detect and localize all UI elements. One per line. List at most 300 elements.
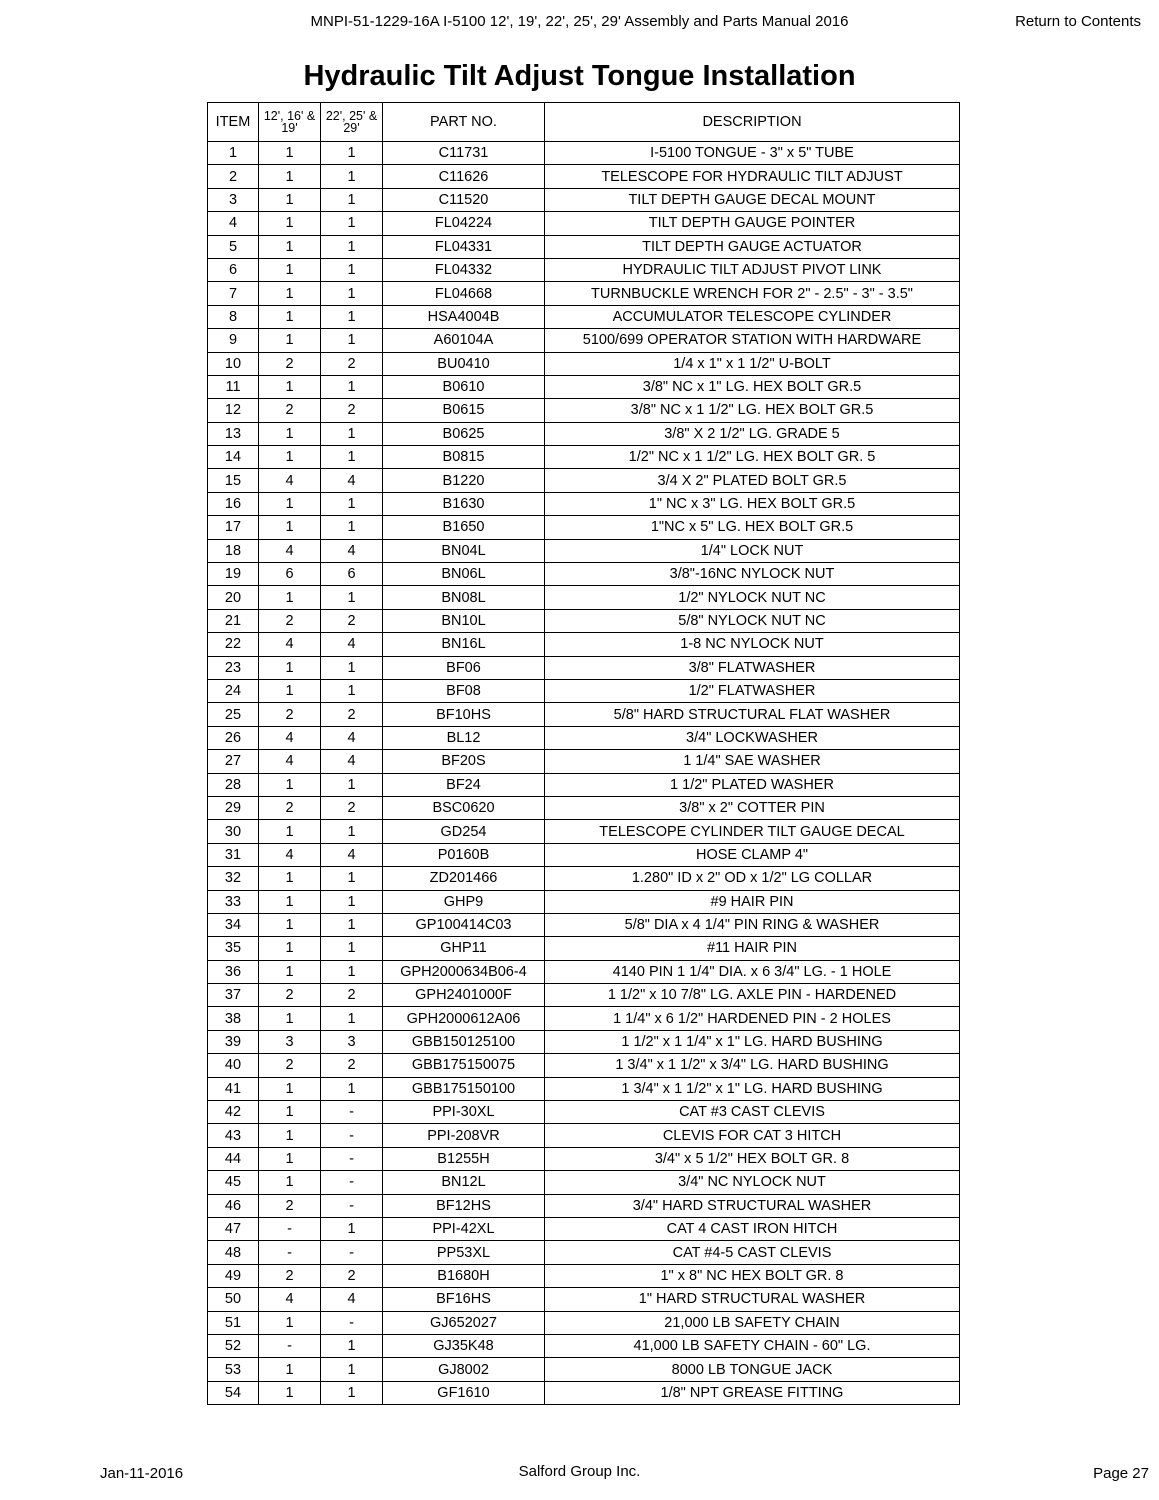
cell-qty-short: 1 xyxy=(259,305,321,328)
table-row xyxy=(208,329,960,352)
cell-qty-long: 1 xyxy=(321,679,383,702)
cell-qty-long: 4 xyxy=(321,469,383,492)
cell-qty-long: 1 xyxy=(321,329,383,352)
cell-part-no: GPH2000612A06 xyxy=(383,1007,545,1030)
cell-item: 20 xyxy=(208,586,259,609)
table-row xyxy=(208,1030,960,1053)
cell-qty-long: 2 xyxy=(321,352,383,375)
cell-part-no: BSC0620 xyxy=(383,796,545,819)
page-title: Hydraulic Tilt Adjust Tongue Installation xyxy=(303,60,856,92)
cell-description: TELESCOPE CYLINDER TILT GAUGE DECAL xyxy=(545,820,960,843)
return-to-contents-link[interactable]: Return to Contents xyxy=(1015,13,1141,30)
table-row xyxy=(208,539,960,562)
cell-qty-short: 1 xyxy=(259,656,321,679)
table-row xyxy=(208,867,960,890)
cell-item: 3 xyxy=(208,188,259,211)
parts-table xyxy=(207,102,960,1405)
cell-item: 18 xyxy=(208,539,259,562)
cell-item: 1 xyxy=(208,142,259,165)
cell-description: 1/4 x 1" x 1 1/2" U-BOLT xyxy=(545,352,960,375)
cell-qty-short: 1 xyxy=(259,375,321,398)
cell-qty-short: 1 xyxy=(259,165,321,188)
cell-item: 51 xyxy=(208,1311,259,1334)
cell-item: 12 xyxy=(208,399,259,422)
cell-qty-short: 2 xyxy=(259,399,321,422)
cell-part-no: BN04L xyxy=(383,539,545,562)
cell-item: 23 xyxy=(208,656,259,679)
cell-item: 4 xyxy=(208,212,259,235)
cell-item: 6 xyxy=(208,258,259,281)
cell-qty-short: 1 xyxy=(259,492,321,515)
table-row xyxy=(208,375,960,398)
cell-qty-long: 1 xyxy=(321,235,383,258)
cell-item: 22 xyxy=(208,633,259,656)
table-row xyxy=(208,796,960,819)
table-row xyxy=(208,1358,960,1381)
cell-item: 49 xyxy=(208,1264,259,1287)
cell-qty-short: 1 xyxy=(259,188,321,211)
cell-item: 39 xyxy=(208,1030,259,1053)
cell-part-no: PPI-30XL xyxy=(383,1101,545,1124)
cell-qty-short: 1 xyxy=(259,937,321,960)
cell-part-no: GBB150125100 xyxy=(383,1030,545,1053)
cell-item: 19 xyxy=(208,563,259,586)
cell-item: 24 xyxy=(208,679,259,702)
cell-item: 35 xyxy=(208,937,259,960)
cell-item: 38 xyxy=(208,1007,259,1030)
table-row xyxy=(208,235,960,258)
cell-description: 1 1/4" SAE WASHER xyxy=(545,750,960,773)
cell-qty-long: 1 xyxy=(321,492,383,515)
cell-part-no: C11520 xyxy=(383,188,545,211)
cell-description: ACCUMULATOR TELESCOPE CYLINDER xyxy=(545,305,960,328)
cell-description: I-5100 TONGUE - 3" x 5" TUBE xyxy=(545,142,960,165)
cell-item: 27 xyxy=(208,750,259,773)
cell-part-no: A60104A xyxy=(383,329,545,352)
cell-item: 53 xyxy=(208,1358,259,1381)
cell-qty-long: 2 xyxy=(321,609,383,632)
cell-description: 1" x 8" NC HEX BOLT GR. 8 xyxy=(545,1264,960,1287)
cell-qty-long: - xyxy=(321,1241,383,1264)
table-row xyxy=(208,258,960,281)
cell-part-no: ZD201466 xyxy=(383,867,545,890)
cell-qty-short: 1 xyxy=(259,773,321,796)
cell-part-no: GJ652027 xyxy=(383,1311,545,1334)
cell-qty-short: 4 xyxy=(259,633,321,656)
cell-qty-long: 1 xyxy=(321,282,383,305)
cell-part-no: FL04332 xyxy=(383,258,545,281)
cell-qty-long: 4 xyxy=(321,750,383,773)
cell-item: 7 xyxy=(208,282,259,305)
cell-qty-long: - xyxy=(321,1147,383,1170)
cell-qty-long: 4 xyxy=(321,726,383,749)
cell-qty-short: 2 xyxy=(259,609,321,632)
cell-qty-long: - xyxy=(321,1101,383,1124)
cell-qty-short: 4 xyxy=(259,726,321,749)
cell-description: 3/8" NC x 1" LG. HEX BOLT GR.5 xyxy=(545,375,960,398)
table-row xyxy=(208,352,960,375)
cell-part-no: GJ35K48 xyxy=(383,1334,545,1357)
cell-qty-long: 1 xyxy=(321,1007,383,1030)
cell-qty-short: - xyxy=(259,1217,321,1240)
table-row xyxy=(208,1124,960,1147)
cell-item: 26 xyxy=(208,726,259,749)
cell-description: 4140 PIN 1 1/4" DIA. x 6 3/4" LG. - 1 HOLE xyxy=(545,960,960,983)
cell-qty-short: 4 xyxy=(259,1288,321,1311)
cell-qty-long: 1 xyxy=(321,1077,383,1100)
cell-description: CAT #4-5 CAST CLEVIS xyxy=(545,1241,960,1264)
cell-part-no: GF1610 xyxy=(383,1381,545,1404)
cell-part-no: BF10HS xyxy=(383,703,545,726)
cell-item: 46 xyxy=(208,1194,259,1217)
cell-description: 3/8" FLATWASHER xyxy=(545,656,960,679)
cell-qty-long: 1 xyxy=(321,937,383,960)
cell-part-no: B0615 xyxy=(383,399,545,422)
footer-company: Salford Group Inc. xyxy=(518,1463,641,1480)
table-row xyxy=(208,773,960,796)
cell-description: 1" HARD STRUCTURAL WASHER xyxy=(545,1288,960,1311)
cell-qty-short: 2 xyxy=(259,796,321,819)
cell-item: 5 xyxy=(208,235,259,258)
cell-item: 15 xyxy=(208,469,259,492)
cell-part-no: GBB175150100 xyxy=(383,1077,545,1100)
table-row xyxy=(208,586,960,609)
cell-part-no: GHP11 xyxy=(383,937,545,960)
table-row xyxy=(208,1147,960,1170)
cell-qty-long: 3 xyxy=(321,1030,383,1053)
cell-part-no: BN16L xyxy=(383,633,545,656)
cell-part-no: B0815 xyxy=(383,446,545,469)
table-row xyxy=(208,984,960,1007)
cell-part-no: BN08L xyxy=(383,586,545,609)
cell-qty-short: 1 xyxy=(259,890,321,913)
table-row xyxy=(208,960,960,983)
column-header-qty-long: 22', 25' & 29' xyxy=(321,103,383,142)
cell-description: CAT #3 CAST CLEVIS xyxy=(545,1101,960,1124)
cell-qty-long: - xyxy=(321,1124,383,1147)
column-header-item: ITEM xyxy=(208,103,259,142)
cell-description: 1/2" NC x 1 1/2" LG. HEX BOLT GR. 5 xyxy=(545,446,960,469)
table-row xyxy=(208,633,960,656)
cell-item: 16 xyxy=(208,492,259,515)
cell-qty-short: 1 xyxy=(259,1171,321,1194)
cell-item: 33 xyxy=(208,890,259,913)
table-row xyxy=(208,305,960,328)
cell-part-no: BF06 xyxy=(383,656,545,679)
cell-item: 52 xyxy=(208,1334,259,1357)
cell-description: 3/8"-16NC NYLOCK NUT xyxy=(545,563,960,586)
cell-qty-short: 1 xyxy=(259,1101,321,1124)
cell-qty-long: 2 xyxy=(321,1054,383,1077)
cell-description: 5100/699 OPERATOR STATION WITH HARDWARE xyxy=(545,329,960,352)
cell-description: 21,000 LB SAFETY CHAIN xyxy=(545,1311,960,1334)
cell-qty-short: 1 xyxy=(259,422,321,445)
cell-qty-short: 1 xyxy=(259,1358,321,1381)
table-row xyxy=(208,913,960,936)
table-row xyxy=(208,679,960,702)
cell-description: 3/4" x 5 1/2" HEX BOLT GR. 8 xyxy=(545,1147,960,1170)
cell-qty-long: - xyxy=(321,1194,383,1217)
table-row xyxy=(208,446,960,469)
cell-qty-short: - xyxy=(259,1334,321,1357)
table-row xyxy=(208,1194,960,1217)
table-row xyxy=(208,1077,960,1100)
cell-description: 5/8" DIA x 4 1/4" PIN RING & WASHER xyxy=(545,913,960,936)
cell-part-no: B1220 xyxy=(383,469,545,492)
cell-part-no: GJ8002 xyxy=(383,1358,545,1381)
cell-qty-long: 2 xyxy=(321,984,383,1007)
cell-part-no: FL04331 xyxy=(383,235,545,258)
cell-part-no: C11626 xyxy=(383,165,545,188)
cell-part-no: BF08 xyxy=(383,679,545,702)
cell-qty-short: - xyxy=(259,1241,321,1264)
cell-description: 1-8 NC NYLOCK NUT xyxy=(545,633,960,656)
cell-qty-short: 4 xyxy=(259,843,321,866)
cell-description: 1/4" LOCK NUT xyxy=(545,539,960,562)
cell-qty-long: 4 xyxy=(321,1288,383,1311)
cell-qty-short: 6 xyxy=(259,563,321,586)
cell-part-no: BN06L xyxy=(383,563,545,586)
cell-description: 41,000 LB SAFETY CHAIN - 60" LG. xyxy=(545,1334,960,1357)
cell-qty-long: 1 xyxy=(321,212,383,235)
table-row xyxy=(208,492,960,515)
cell-qty-long: 1 xyxy=(321,142,383,165)
cell-item: 42 xyxy=(208,1101,259,1124)
cell-qty-short: 1 xyxy=(259,820,321,843)
cell-item: 31 xyxy=(208,843,259,866)
cell-description: 1/8" NPT GREASE FITTING xyxy=(545,1381,960,1404)
cell-qty-short: 2 xyxy=(259,703,321,726)
cell-part-no: GHP9 xyxy=(383,890,545,913)
cell-qty-long: 1 xyxy=(321,305,383,328)
table-row xyxy=(208,282,960,305)
cell-qty-short: 1 xyxy=(259,446,321,469)
cell-description: CLEVIS FOR CAT 3 HITCH xyxy=(545,1124,960,1147)
cell-qty-short: 1 xyxy=(259,1007,321,1030)
cell-part-no: B1650 xyxy=(383,516,545,539)
cell-part-no: GPH2401000F xyxy=(383,984,545,1007)
cell-qty-long: 1 xyxy=(321,913,383,936)
cell-qty-long: 1 xyxy=(321,1217,383,1240)
cell-description: TILT DEPTH GAUGE DECAL MOUNT xyxy=(545,188,960,211)
cell-part-no: B1680H xyxy=(383,1264,545,1287)
cell-description: 8000 LB TONGUE JACK xyxy=(545,1358,960,1381)
cell-item: 17 xyxy=(208,516,259,539)
cell-qty-short: 1 xyxy=(259,960,321,983)
table-row xyxy=(208,469,960,492)
cell-qty-short: 4 xyxy=(259,469,321,492)
cell-part-no: B1255H xyxy=(383,1147,545,1170)
table-row xyxy=(208,1241,960,1264)
cell-description: 3/4 X 2" PLATED BOLT GR.5 xyxy=(545,469,960,492)
table-row xyxy=(208,1054,960,1077)
cell-part-no: GP100414C03 xyxy=(383,913,545,936)
cell-qty-short: 1 xyxy=(259,1381,321,1404)
cell-description: TELESCOPE FOR HYDRAULIC TILT ADJUST xyxy=(545,165,960,188)
table-row xyxy=(208,1334,960,1357)
cell-part-no: FL04668 xyxy=(383,282,545,305)
table-row xyxy=(208,750,960,773)
table-row xyxy=(208,937,960,960)
cell-description: #11 HAIR PIN xyxy=(545,937,960,960)
cell-item: 8 xyxy=(208,305,259,328)
table-row xyxy=(208,656,960,679)
cell-description: 1 1/2" PLATED WASHER xyxy=(545,773,960,796)
cell-qty-long: - xyxy=(321,1311,383,1334)
table-row xyxy=(208,516,960,539)
column-header-qty-short: 12', 16' & 19' xyxy=(259,103,321,142)
table-row xyxy=(208,422,960,445)
manual-title: MNPI-51-1229-16A I-5100 12', 19', 22', 25', 29' Assembly and Parts Manual 2016 xyxy=(310,13,849,30)
cell-description: 1.280" ID x 2" OD x 1/2" LG COLLAR xyxy=(545,867,960,890)
cell-qty-long: 1 xyxy=(321,867,383,890)
table-row xyxy=(208,1288,960,1311)
table-row xyxy=(208,609,960,632)
cell-part-no: P0160B xyxy=(383,843,545,866)
cell-part-no: BL12 xyxy=(383,726,545,749)
cell-part-no: BU0410 xyxy=(383,352,545,375)
cell-qty-long: 1 xyxy=(321,375,383,398)
cell-part-no: BN10L xyxy=(383,609,545,632)
cell-part-no: BF16HS xyxy=(383,1288,545,1311)
cell-item: 34 xyxy=(208,913,259,936)
table-row xyxy=(208,212,960,235)
cell-item: 37 xyxy=(208,984,259,1007)
cell-item: 9 xyxy=(208,329,259,352)
cell-description: #9 HAIR PIN xyxy=(545,890,960,913)
cell-part-no: HSA4004B xyxy=(383,305,545,328)
table-row xyxy=(208,1007,960,1030)
cell-qty-long: 1 xyxy=(321,890,383,913)
cell-item: 10 xyxy=(208,352,259,375)
table-header-row xyxy=(208,103,960,142)
cell-item: 54 xyxy=(208,1381,259,1404)
cell-description: 1 1/2" x 10 7/8" LG. AXLE PIN - HARDENED xyxy=(545,984,960,1007)
cell-description: 1/2" NYLOCK NUT NC xyxy=(545,586,960,609)
cell-qty-long: 2 xyxy=(321,796,383,819)
column-header-description: DESCRIPTION xyxy=(545,103,960,142)
cell-qty-long: 2 xyxy=(321,703,383,726)
table-row xyxy=(208,142,960,165)
cell-qty-long: 1 xyxy=(321,820,383,843)
cell-item: 11 xyxy=(208,375,259,398)
cell-description: 5/8" NYLOCK NUT NC xyxy=(545,609,960,632)
cell-qty-short: 1 xyxy=(259,212,321,235)
cell-qty-short: 2 xyxy=(259,1054,321,1077)
cell-item: 40 xyxy=(208,1054,259,1077)
cell-description: TILT DEPTH GAUGE POINTER xyxy=(545,212,960,235)
cell-qty-short: 1 xyxy=(259,1147,321,1170)
cell-description: HYDRAULIC TILT ADJUST PIVOT LINK xyxy=(545,258,960,281)
cell-part-no: B0625 xyxy=(383,422,545,445)
cell-item: 13 xyxy=(208,422,259,445)
cell-qty-short: 1 xyxy=(259,282,321,305)
cell-qty-long: 1 xyxy=(321,188,383,211)
cell-qty-short: 2 xyxy=(259,352,321,375)
table-row xyxy=(208,1217,960,1240)
cell-part-no: B1630 xyxy=(383,492,545,515)
cell-part-no: FL04224 xyxy=(383,212,545,235)
cell-item: 30 xyxy=(208,820,259,843)
cell-part-no: GD254 xyxy=(383,820,545,843)
cell-item: 21 xyxy=(208,609,259,632)
cell-description: 3/4" LOCKWASHER xyxy=(545,726,960,749)
cell-qty-short: 4 xyxy=(259,750,321,773)
table-row xyxy=(208,1171,960,1194)
table-row xyxy=(208,188,960,211)
cell-qty-short: 2 xyxy=(259,984,321,1007)
cell-qty-short: 1 xyxy=(259,1311,321,1334)
cell-description: 3/4" NC NYLOCK NUT xyxy=(545,1171,960,1194)
cell-part-no: C11731 xyxy=(383,142,545,165)
cell-part-no: PPI-208VR xyxy=(383,1124,545,1147)
cell-part-no: BF24 xyxy=(383,773,545,796)
table-row xyxy=(208,563,960,586)
cell-qty-long: 2 xyxy=(321,399,383,422)
cell-part-no: PP53XL xyxy=(383,1241,545,1264)
cell-qty-short: 1 xyxy=(259,1124,321,1147)
footer-page-number: Page 27 xyxy=(1093,1465,1149,1482)
cell-description: 3/8" x 2" COTTER PIN xyxy=(545,796,960,819)
cell-item: 2 xyxy=(208,165,259,188)
cell-qty-long: 1 xyxy=(321,1334,383,1357)
cell-part-no: BF12HS xyxy=(383,1194,545,1217)
cell-description: 1 3/4" x 1 1/2" x 1" LG. HARD BUSHING xyxy=(545,1077,960,1100)
table-row xyxy=(208,726,960,749)
cell-part-no: PPI-42XL xyxy=(383,1217,545,1240)
table-row xyxy=(208,399,960,422)
cell-qty-short: 1 xyxy=(259,586,321,609)
cell-part-no: BN12L xyxy=(383,1171,545,1194)
cell-part-no: BF20S xyxy=(383,750,545,773)
cell-item: 36 xyxy=(208,960,259,983)
cell-description: HOSE CLAMP 4" xyxy=(545,843,960,866)
cell-qty-short: 1 xyxy=(259,1077,321,1100)
column-header-part-no: PART NO. xyxy=(383,103,545,142)
footer-date: Jan-11-2016 xyxy=(100,1465,184,1482)
cell-qty-long: 2 xyxy=(321,1264,383,1287)
cell-qty-long: 1 xyxy=(321,1358,383,1381)
cell-part-no: GPH2000634B06-4 xyxy=(383,960,545,983)
cell-qty-long: 1 xyxy=(321,446,383,469)
cell-item: 45 xyxy=(208,1171,259,1194)
table-row xyxy=(208,703,960,726)
cell-description: 1 1/2" x 1 1/4" x 1" LG. HARD BUSHING xyxy=(545,1030,960,1053)
cell-qty-long: 1 xyxy=(321,516,383,539)
cell-qty-long: 1 xyxy=(321,656,383,679)
cell-qty-long: 1 xyxy=(321,165,383,188)
cell-qty-short: 1 xyxy=(259,867,321,890)
cell-item: 48 xyxy=(208,1241,259,1264)
cell-qty-short: 1 xyxy=(259,258,321,281)
cell-part-no: B0610 xyxy=(383,375,545,398)
cell-qty-short: 4 xyxy=(259,539,321,562)
cell-part-no: GBB175150075 xyxy=(383,1054,545,1077)
cell-item: 25 xyxy=(208,703,259,726)
cell-qty-short: 1 xyxy=(259,913,321,936)
cell-qty-short: 1 xyxy=(259,679,321,702)
cell-item: 47 xyxy=(208,1217,259,1240)
table-row xyxy=(208,843,960,866)
cell-qty-long: 1 xyxy=(321,960,383,983)
cell-description: CAT 4 CAST IRON HITCH xyxy=(545,1217,960,1240)
cell-item: 44 xyxy=(208,1147,259,1170)
cell-item: 41 xyxy=(208,1077,259,1100)
cell-qty-long: 1 xyxy=(321,258,383,281)
cell-qty-long: 4 xyxy=(321,539,383,562)
cell-description: 3/8" NC x 1 1/2" LG. HEX BOLT GR.5 xyxy=(545,399,960,422)
cell-qty-long: 1 xyxy=(321,1381,383,1404)
